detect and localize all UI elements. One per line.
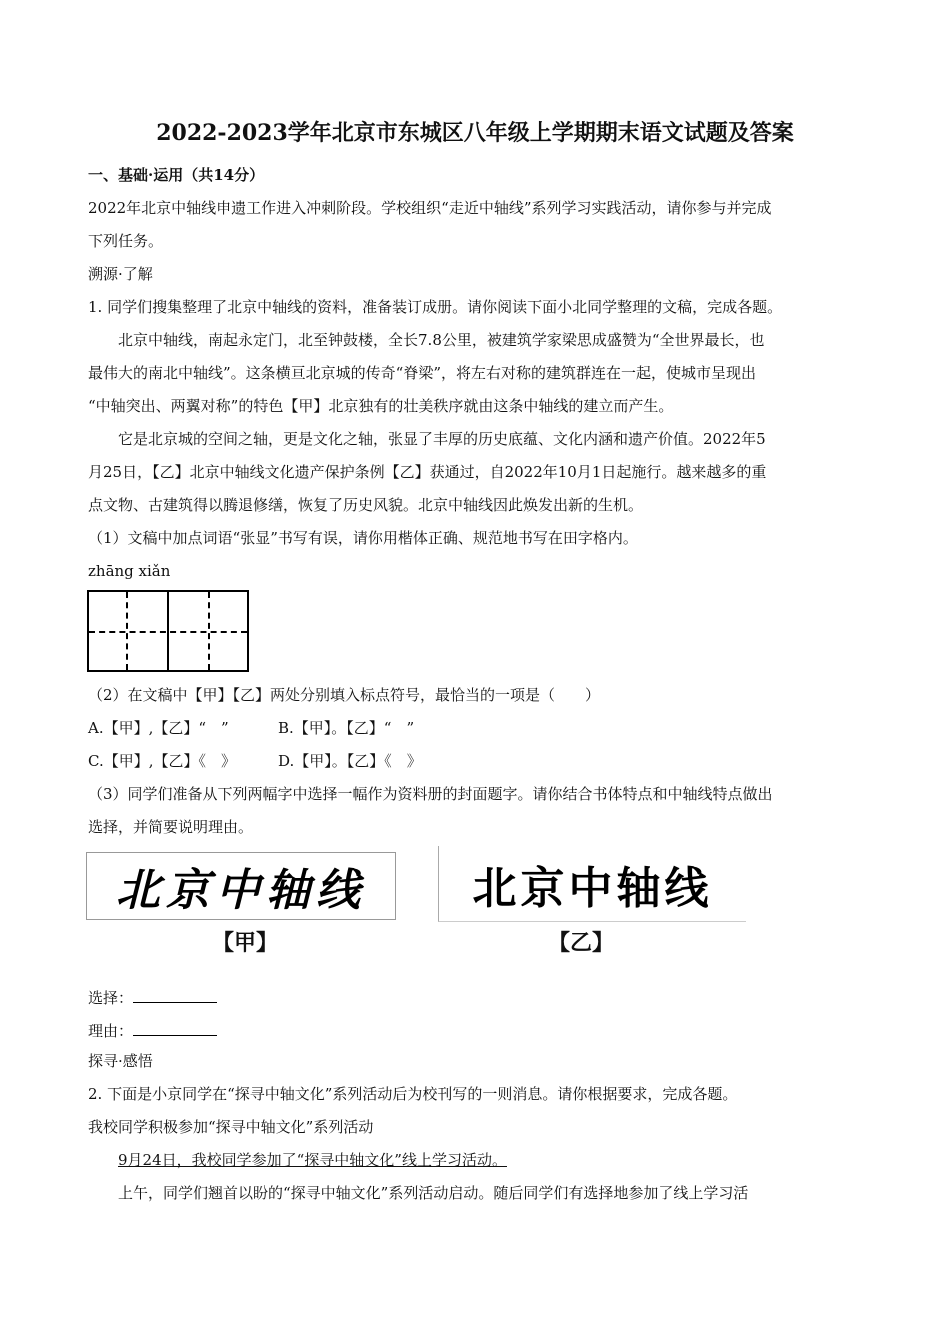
caption-a: 【甲】 (212, 930, 279, 956)
option-c: C.【甲】,【乙】《 》 (88, 752, 236, 770)
calligraphy-image-b: 北京中轴线 (438, 846, 746, 922)
subsection-heading: 溯源·了解 (88, 265, 153, 283)
intro-text-cont: 下列任务。 (88, 232, 164, 250)
pinyin-label: zhāng xiǎn (88, 562, 171, 580)
question-1: 1. 同学们搜集整理了北京中轴线的资料，准备装订成册。请你阅读下面小北同学整理的文稿，完成各题。 (88, 298, 783, 316)
reason-label: 理由： (88, 1022, 134, 1040)
calligraphy-image-a: 北京中轴线 (86, 852, 396, 920)
question-2: 2. 下面是小京同学在“探寻中轴文化”系列活动后为校刊写的一则消息。请你根据要求，完成各题。 (88, 1085, 738, 1103)
intro-text: 2022年北京中轴线申遗工作进入冲刺阶段。学校组织“走近中轴线”系列学习实践活动，请你参与并完成 (88, 199, 772, 217)
passage-line: 北京中轴线，南起永定门，北至钟鼓楼，全长7.8公里，被建筑学家梁思成盛赞为“全世界最长，也 (118, 331, 765, 349)
section-heading: 一、基础·运用（共14分） (88, 166, 265, 184)
sub-question-3-cont: 选择，并简要说明理由。 (88, 818, 254, 836)
caption-b: 【乙】 (548, 930, 615, 956)
passage-line: 它是北京城的空间之轴，更是文化之轴，张显了丰厚的历史底蕴、文化内涵和遗产价值。2022年5 (118, 430, 766, 448)
reason-blank[interactable] (133, 1021, 217, 1036)
choose-blank[interactable] (133, 988, 217, 1003)
news-body: 上午，同学们翘首以盼的“探寻中轴文化”系列活动启动。随后同学们有选择地参加了线上学习活 (118, 1184, 749, 1202)
option-d: D.【甲】。【乙】《 》 (278, 752, 422, 770)
grid-dash-line (89, 631, 247, 633)
passage-line: 月25日，【乙】北京中轴线文化遗产保护条例【乙】获通过，自2022年10月1日起施行。越来越多的重 (88, 463, 767, 481)
sub-question-3: （3）同学们准备从下列两幅字中选择一幅作为资料册的封面题字。请你结合书体特点和中轴线特点做出 (88, 785, 773, 803)
subsection-heading-2: 探寻·感悟 (88, 1052, 153, 1070)
tianzige-grid[interactable] (87, 590, 249, 672)
option-a: A.【甲】,【乙】“ ” (88, 719, 229, 737)
passage-line: “中轴突出、两翼对称”的特色【甲】北京独有的壮美秩序就由这条中轴线的建立而产生。 (88, 397, 674, 415)
passage-line: 最伟大的南北中轴线”。这条横亘北京城的传奇“脊梁”，将左右对称的建筑群连在一起，使城市呈现出 (88, 364, 757, 382)
sub-question-2: （2）在文稿中【甲】【乙】两处分别填入标点符号，最恰当的一项是（ ） (88, 686, 601, 704)
news-lead: 9月24日，我校同学参加了“探寻中轴文化”线上学习活动。 (118, 1151, 507, 1169)
choose-line (88, 988, 217, 1006)
page-title: 2022-2023学年北京市东城区八年级上学期期末语文试题及答案 (156, 120, 794, 146)
passage-line: 点文物、古建筑得以腾退修缮，恢复了历史风貌。北京中轴线因此焕发出新的生机。 (88, 496, 644, 514)
choose-label: 选择： (88, 989, 134, 1007)
reason-line (88, 1021, 217, 1039)
option-b: B.【甲】。【乙】“ ” (278, 719, 415, 737)
sub-question-1: （1）文稿中加点词语“张显”书写有误，请你用楷体正确、规范地书写在田字格内。 (88, 529, 638, 547)
news-title: 我校同学积极参加“探寻中轴文化”系列活动 (88, 1118, 374, 1136)
